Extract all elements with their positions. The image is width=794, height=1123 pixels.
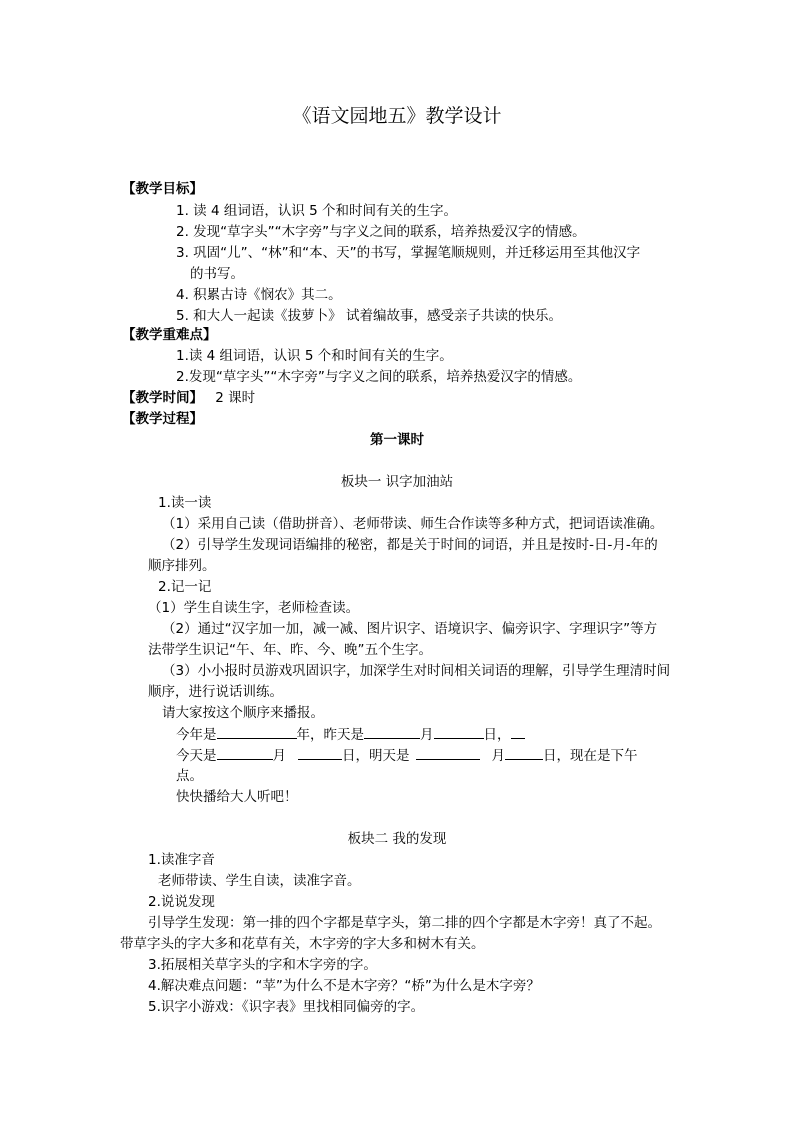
blank-field[interactable] [298, 745, 342, 760]
block1-line: （2）引导学生发现词语编排的秘密，都是关于时间的词语，并且是按时-日-月-年的 [162, 537, 658, 553]
block1-line: （3）小小报时员游戏巩固识字，加深学生对时间相关词语的理解，引导学生理清时间 [162, 663, 671, 679]
process-heading: 【教学过程】 [122, 411, 203, 427]
fill-line-1: 今年是 年，昨天是 月 日， [176, 724, 525, 745]
blank-field[interactable] [364, 724, 420, 739]
block2-line: 2.说说发现 [148, 894, 215, 910]
block1-line: （1）学生自读生字，老师检查读。 [148, 600, 360, 616]
block2-line: 老师带读、学生自读，读准字音。 [158, 873, 361, 889]
fill-line-3: 点。 [176, 768, 203, 784]
time-heading: 【教学时间】 [122, 390, 203, 406]
fill-line-2: 今天是 月 日，明天是 月 日，现在是下午 [176, 745, 638, 766]
goal-line: 4. 积累古诗《悯农》其二。 [176, 287, 342, 303]
goal-line: 1. 读 4 组词语，认识 5 个和时间有关的生字。 [176, 203, 458, 219]
blank-field[interactable] [511, 724, 525, 739]
fill-line-4: 快快播给大人听吧！ [176, 789, 298, 805]
block1-line: 顺序排列。 [148, 558, 216, 574]
key-heading: 【教学重难点】 [122, 327, 217, 343]
goal-line: 5. 和大人一起读《拔萝卜》 试着编故事，感受亲子共读的快乐。 [176, 308, 562, 324]
block2-line: 引导学生发现：第一排的四个字都是草字头，第二排的四个字都是木字旁！真了不起。 [148, 915, 661, 931]
goal-line: 的书写。 [190, 266, 244, 282]
block1-line: 2.记一记 [158, 579, 212, 595]
block2-line: 1.读准字音 [148, 852, 215, 868]
time-row [122, 388, 255, 408]
lesson-title: 第一课时 [370, 432, 424, 448]
doc-title: 《语文园地五》教学设计 [292, 105, 502, 127]
goal-line: 2. 发现“草字头”“木字旁”与字义之间的联系，培养热爱汉字的情感。 [176, 224, 586, 240]
time-value: 2 课时 [215, 390, 256, 406]
block1-line: （1）采用自己读（借助拼音）、老师带读、师生合作读等多种方式，把词语读准确。 [162, 516, 664, 532]
block1-line: 顺序，进行说话训练。 [148, 684, 283, 700]
blank-field[interactable] [217, 724, 297, 739]
block1-line: 法带学生识记“午、年、昨、今、晚”五个生字。 [148, 642, 432, 658]
block1-title: 板块一 识字加油站 [340, 474, 454, 490]
goal-line: 3. 巩固“儿”、“林”和“本、天”的书写，掌握笔顺规则，并迁移运用至其他汉字 [176, 245, 641, 261]
key-point: 1.读 4 组词语，认识 5 个和时间有关的生字。 [176, 348, 453, 364]
block2-line: 5.识字小游戏：《识字表》里找相同偏旁的字。 [148, 999, 425, 1015]
block1-line: 请大家按这个顺序来播报。 [162, 705, 324, 721]
blank-field[interactable] [505, 745, 543, 760]
blank-field[interactable] [416, 745, 480, 760]
block1-line: （2）通过“汉字加一加，减一减、图片识字、语境识字、偏旁识字、字理识字”等方 [162, 621, 658, 637]
goals-heading: 【教学目标】 [122, 181, 203, 197]
key-point: 2.发现“草字头”“木字旁”与字义之间的联系，培养热爱汉字的情感。 [176, 369, 582, 385]
blank-field[interactable] [217, 745, 273, 760]
block2-line: 3.拓展相关草字头的字和木字旁的字。 [148, 957, 377, 973]
block1-line: 1.读一读 [158, 495, 212, 511]
block2-title: 板块二 我的发现 [347, 831, 447, 847]
block2-line: 带草字头的字大多和花草有关，木字旁的字大多和树木有关。 [120, 936, 485, 952]
blank-field[interactable] [434, 724, 484, 739]
block2-line: 4.解决难点问题：“苹”为什么不是木字旁？“桥”为什么是木字旁？ [148, 978, 540, 994]
